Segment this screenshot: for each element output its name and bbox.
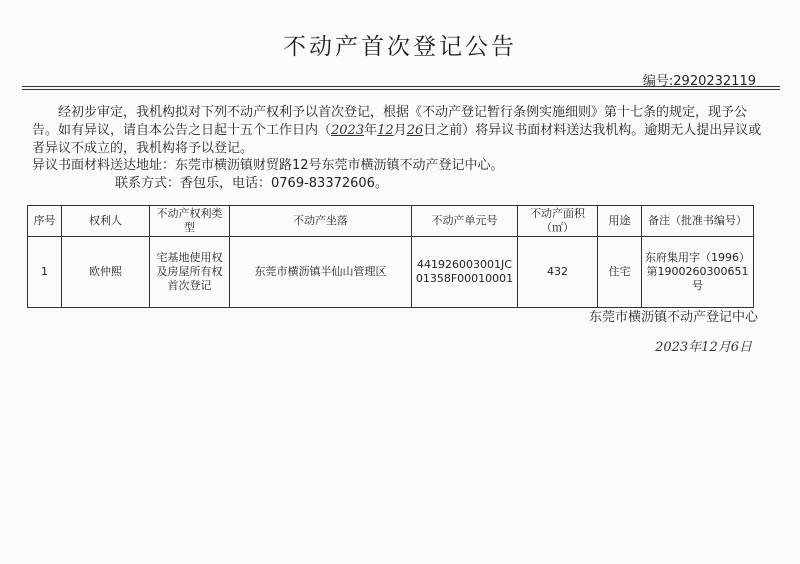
cell-remark: 东府集用字（1996）第1900260300651号 (642, 237, 754, 308)
serial-value: 2920232119 (673, 74, 756, 89)
header-rule (22, 86, 780, 87)
header-holder: 权利人 (62, 206, 150, 237)
header-use: 用途 (598, 206, 642, 237)
header-unit-no: 不动产单元号 (412, 206, 518, 237)
notice-title: 不动产首次登记公告 (283, 34, 517, 60)
cell-location: 东莞市横沥镇半仙山管理区 (230, 237, 412, 308)
cell-right-type: 宅基地使用权及房屋所有权首次登记 (150, 237, 230, 308)
deadline-year: 2023 (331, 123, 365, 138)
cell-seq: 1 (28, 237, 62, 308)
deadline-day: 26 (406, 123, 424, 138)
header-rule-thin (22, 89, 780, 90)
contact-line: 联系方式：香包乐，电话：0769-83372606。 (115, 176, 388, 191)
header-remark: 备注（批准书编号） (642, 206, 754, 237)
issuing-office: 东莞市横沥镇不动产登记中心 (588, 310, 758, 325)
intro-text: 经初步审定，我机构拟对下列不动产权利予以首次登记，根据《不动产登记暂行条例实施细则》第十七条的规定，现予公告。如有异议，请自本公告之日起十五个工作日内（ (32, 105, 748, 138)
header-area: 不动产面积（㎡） (518, 206, 598, 237)
deadline-year-unit: 年 (364, 123, 378, 138)
header-location: 不动产坐落 (230, 206, 412, 237)
deadline-month: 12 (377, 123, 394, 138)
table-row (28, 237, 754, 308)
deadline-month-unit: 月 (393, 123, 407, 138)
signed-date: 2023年12月6日 (655, 340, 752, 355)
cell-area: 432 (518, 237, 598, 308)
cell-use: 住宅 (598, 237, 642, 308)
address-line: 异议书面材料送达地址：东莞市横沥镇财贸路12号东莞市横沥镇不动产登记中心。 (32, 158, 504, 173)
table-header-row (28, 206, 754, 237)
cell-holder: 欧仲熙 (62, 237, 150, 308)
header-right-type: 不动产权利类型 (150, 206, 230, 237)
registration-table (27, 205, 754, 308)
header-seq: 序号 (28, 206, 62, 237)
intro-paragraph (32, 104, 762, 158)
serial-label: 编号: (642, 74, 674, 89)
deadline-tail: 日之前）将异议书面材料送达我机构。逾期无人提出异议或者异议不成立的，我机构将予以登记。 (32, 123, 762, 156)
cell-unit-no: 441926003001JC01358F00010001 (412, 237, 518, 308)
